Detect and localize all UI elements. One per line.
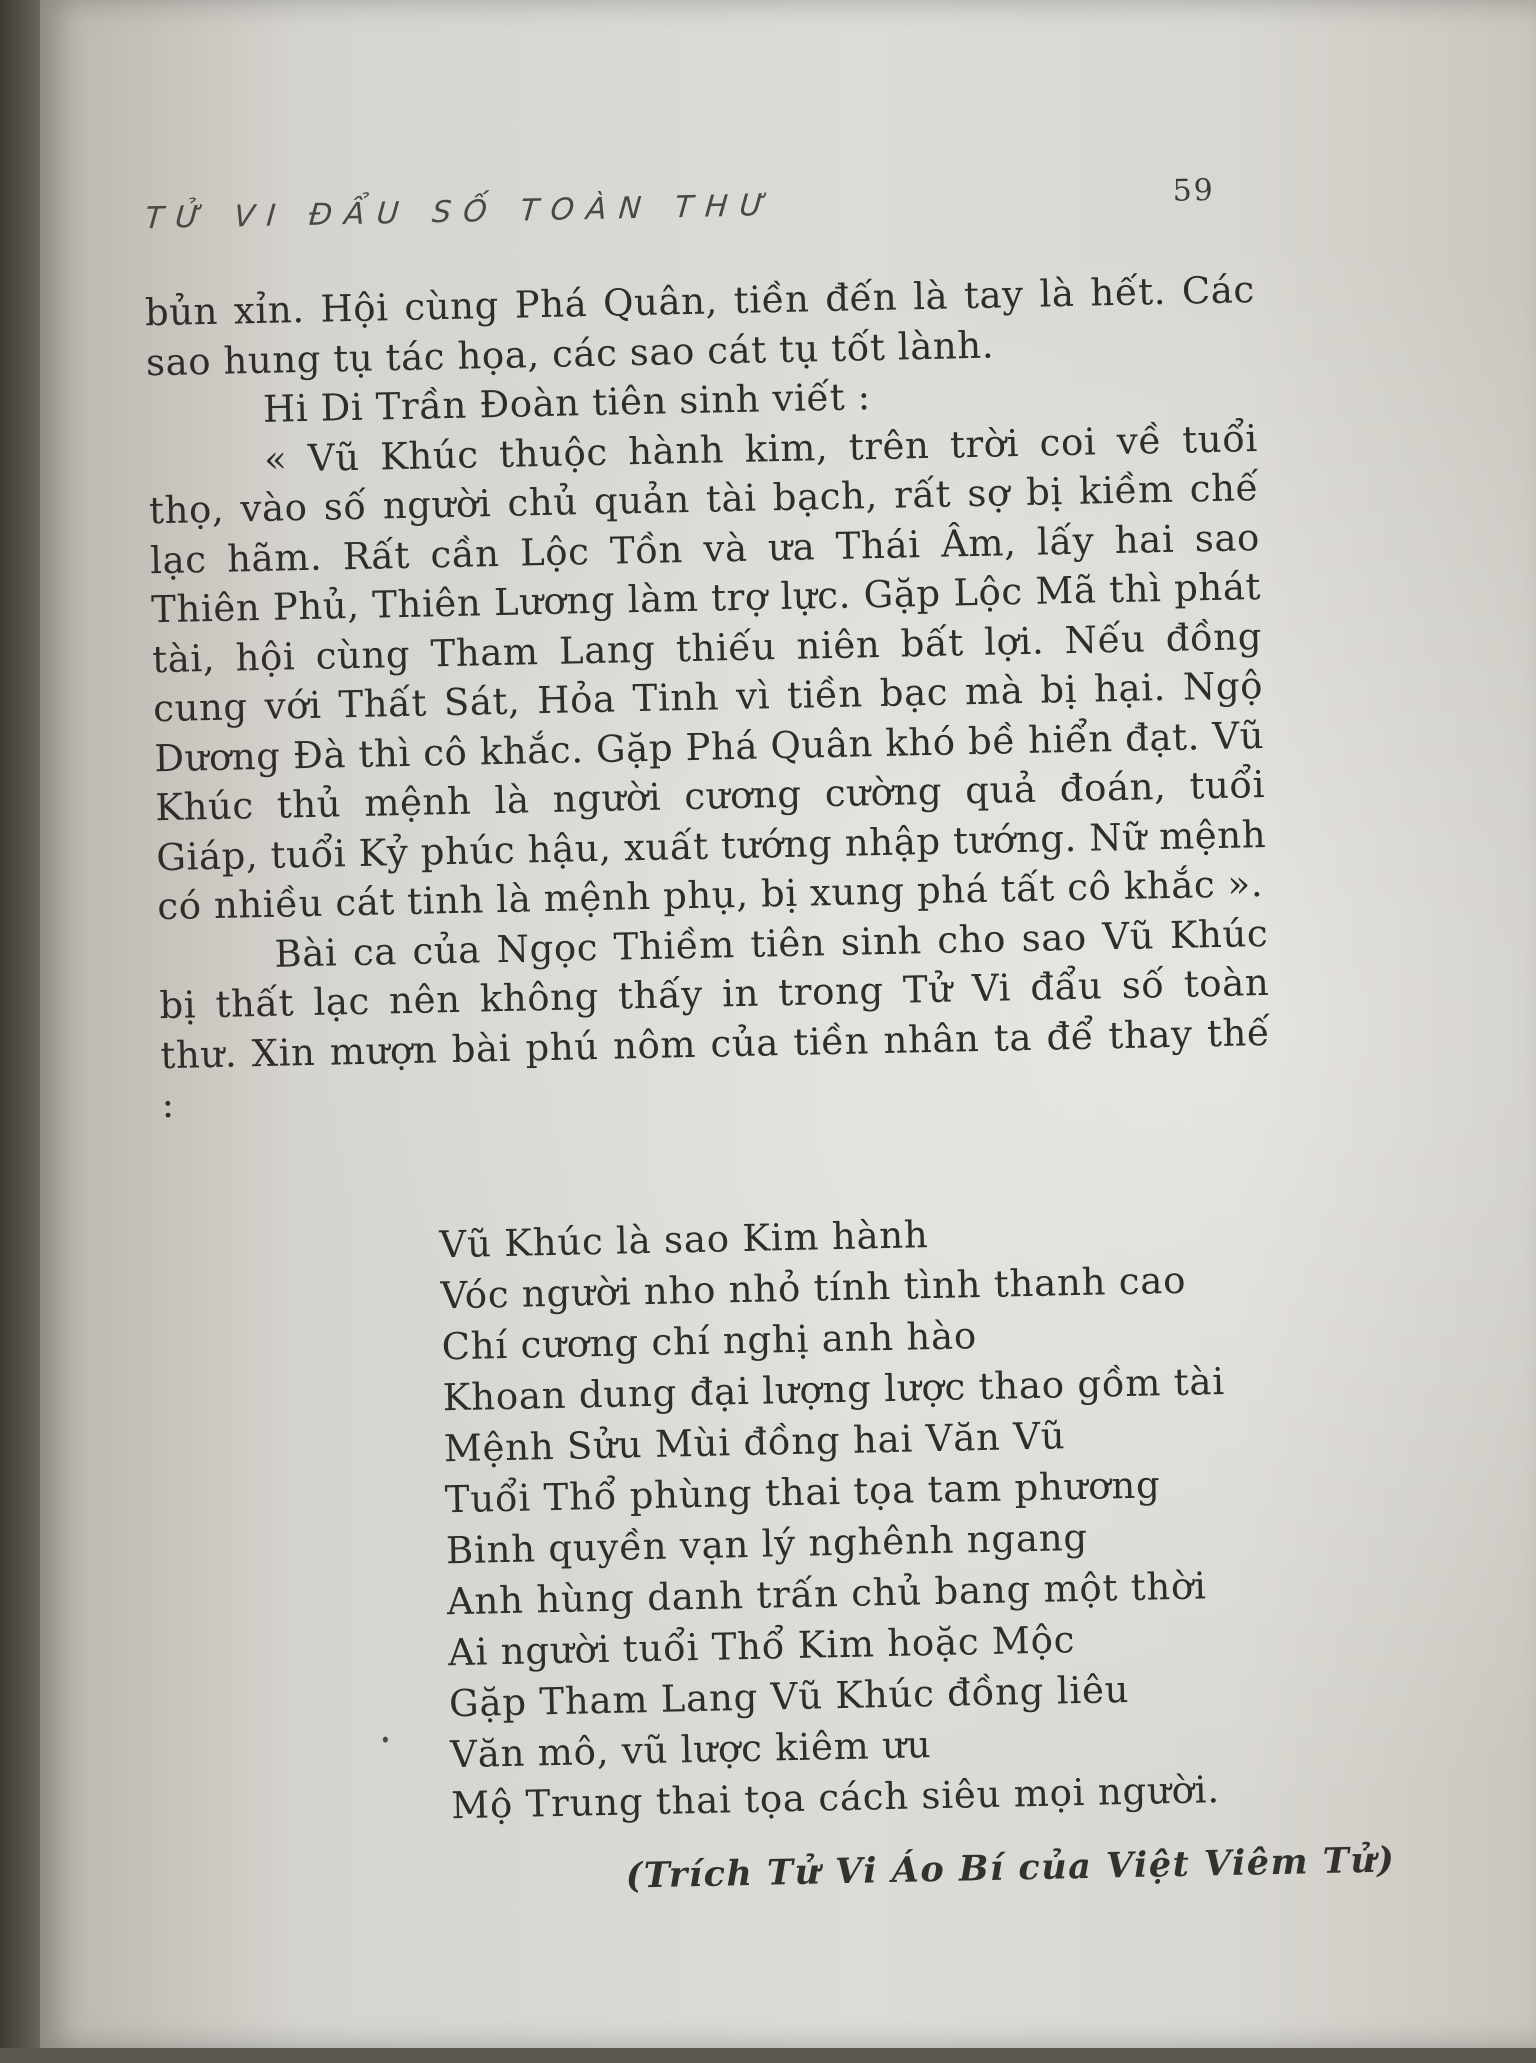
paragraph-attribution: Hi Di Trần Đoàn tiên sinh viết : xyxy=(262,375,872,431)
book-page xyxy=(40,0,1536,2048)
poem-line: Chí cương chí nghị anh hào xyxy=(441,1314,978,1369)
running-title: TỬ VI ĐẨU SỐ TOÀN THƯ xyxy=(143,188,779,237)
poem-line: Khoan dung đại lượng lược thao gồm tài xyxy=(442,1359,1226,1420)
poem-line: Mệnh Sửu Mùi đồng hai Văn Vũ xyxy=(443,1414,1066,1471)
page-content xyxy=(19,0,1536,2063)
poem-line: Anh hùng danh trấn chủ bang một thời xyxy=(446,1564,1208,1624)
poem-line: Binh quyền vạn lý nghênh ngang xyxy=(445,1515,1089,1573)
paragraph-continuation: bủn xỉn. Hội cùng Phá Quân, tiền đến là tay là hết. Các sao hung tụ tác họa, các sao cát tụ tốt lành. xyxy=(144,268,1256,384)
poem-line: Vũ Khúc là sao Kim hành xyxy=(439,1213,930,1267)
poem-line: Văn mô, vũ lược kiêm ưu xyxy=(449,1723,932,1777)
poem-line: Mộ Trung thai tọa cách siêu mọi người. xyxy=(450,1768,1221,1828)
ink-speck xyxy=(383,1737,388,1743)
paragraph-quote: « Vũ Khúc thuộc hành kim, trên trời coi về tuổi thọ, vào số người chủ quản tài bạch, rất sợ bị kiềm chế lạc hãm. Rất cần Lộc Tồn và ưa Thái Âm, lấy hai sao Thiên Phủ, Thiên Lương làm trợ lực. Gặp Lộc Mã thì phát tài, hội cùng Tham Lang thiếu niên bất lợi. Nếu đồng cung với Thất Sát, Hỏa Tinh vì tiền bạc mà bị hại. Ngộ Dương Đà thì cô khắc. Gặp Phá Quân khó bề hiển đạt. Vũ Khúc thủ mệnh là người cương cường quả đoán, tuổi Giáp, tuổi Kỷ phúc hậu, xuất tướng nhập tướng. Nữ mệnh có nhiều cát tinh là mệnh phụ, bị xung phá tất cô khắc ». xyxy=(148,416,1267,929)
paragraph-intro-poem: Bài ca của Ngọc Thiềm tiên sinh cho sao Vũ Khúc bị thất lạc nên không thấy in trong Tử Vi đẩu số toàn thư. Xin mượn bài phú nôm của tiền nhân ta để thay thế : xyxy=(159,911,1271,1127)
poem xyxy=(439,1203,1234,1831)
poem-line: Vóc người nho nhỏ tính tình thanh cao xyxy=(440,1258,1187,1318)
body-text xyxy=(144,265,1271,1130)
poem-line: Gặp Tham Lang Vũ Khúc đồng liêu xyxy=(448,1668,1130,1726)
poem-line: Tuổi Thổ phùng thai tọa tam phương xyxy=(444,1463,1161,1522)
poem-line: Ai người tuổi Thổ Kim hoặc Mộc xyxy=(447,1618,1076,1675)
citation: (Trích Tử Vi Áo Bí của Việt Viêm Tử) xyxy=(625,1839,1396,1897)
page-number: 59 xyxy=(1172,172,1216,209)
